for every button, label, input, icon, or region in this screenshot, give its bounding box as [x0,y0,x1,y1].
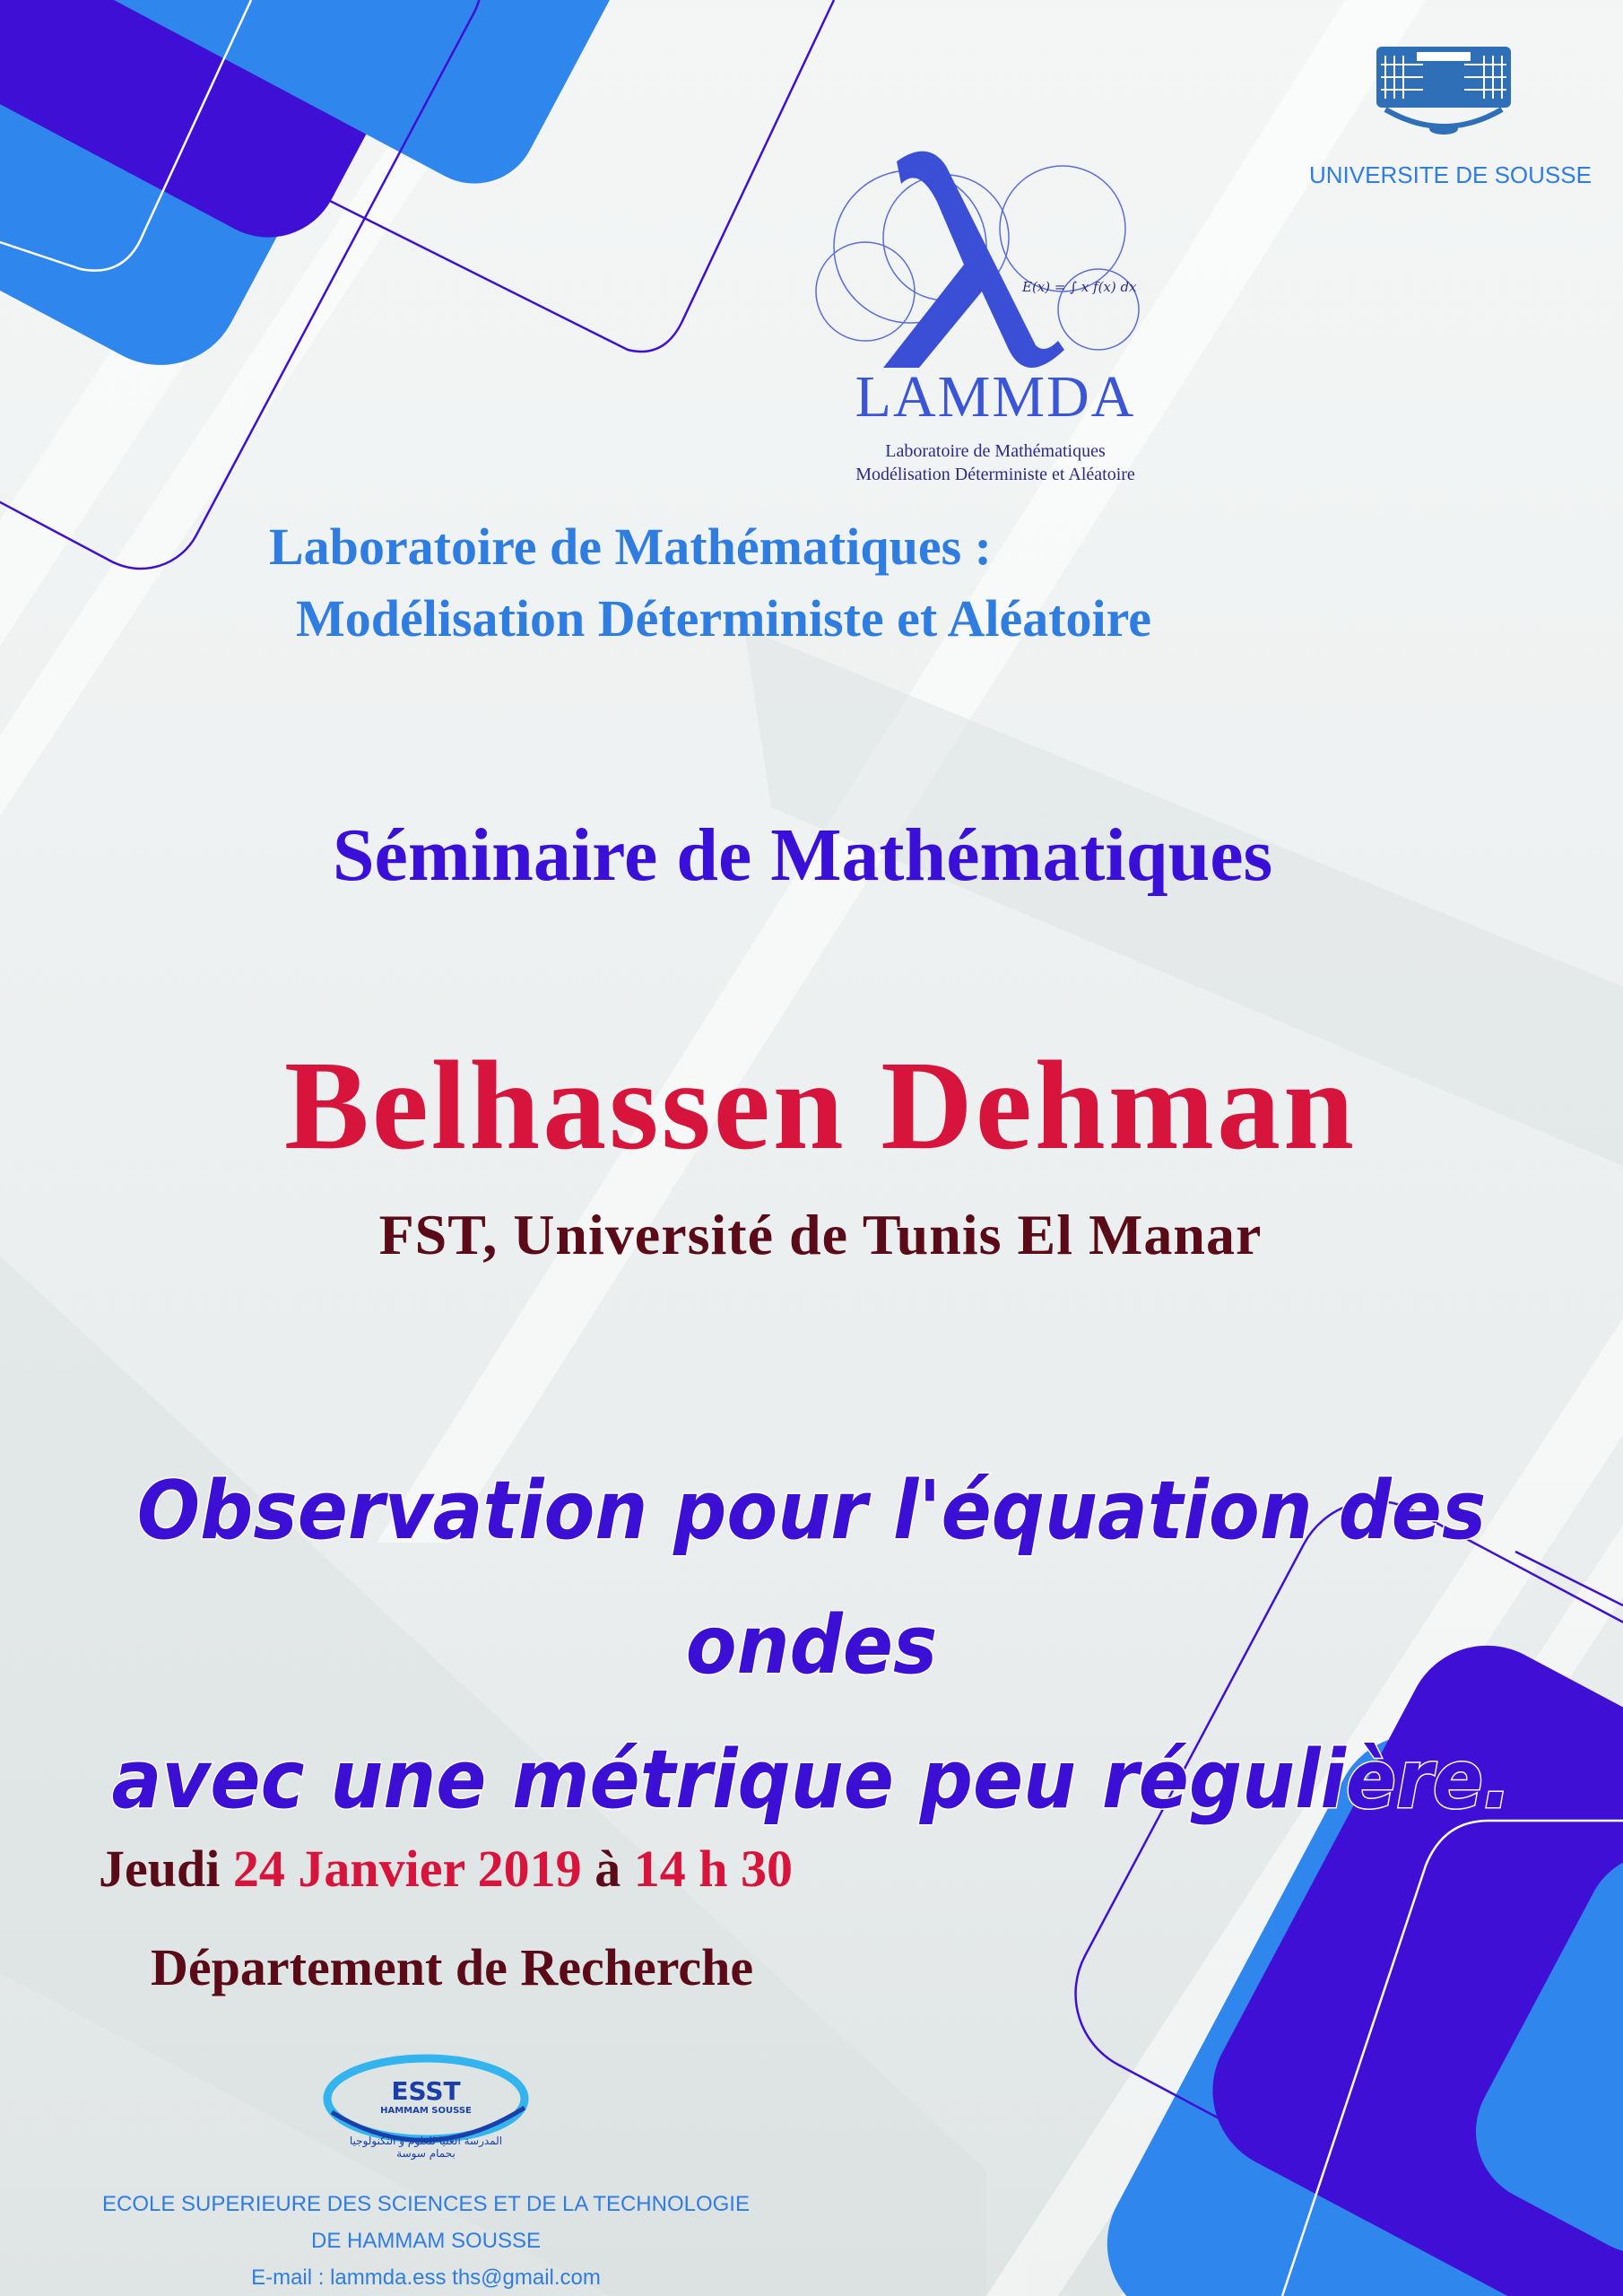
school-line1: ECOLE SUPERIEURE DES SCIENCES ET DE LA TECHNOLOGIE [102,2192,750,2216]
event-date: 24 Janvier 2019 [232,1839,582,1898]
talk-title-line2: avec une métrique peu régulière. [111,1733,1512,1827]
lammda-logo-subtitle [771,439,1219,486]
lammda-subtitle-line1: Laboratoire de Mathématiques [885,441,1106,461]
seminar-label: Séminaire de Mathématiques [332,813,1273,897]
contact-email[interactable]: E-mail : lammda.ess ths@gmail.com [251,2266,601,2290]
school-line2: DE HAMMAM SOUSSE [310,2229,542,2253]
lab-title-line2: Modélisation Déterministe et Aléatoire [296,589,1152,648]
esst-logo-arabic: المدرسة العليا للعلوم و التكنولوجيا بحمام سوسة [349,2135,503,2160]
lab-title-line1: Laboratoire de Mathématiques : [269,517,992,576]
school-info [0,2186,852,2296]
talk-title [65,1444,1558,1848]
event-location: Département de Recherche [151,1938,754,1996]
lammda-logo-text: LAMMDA [855,364,1136,430]
event-at: à [595,1839,621,1898]
esst-logo-subtext: HAMMAM SOUSSE [380,2106,472,2116]
event-time: 14 h 30 [633,1839,793,1898]
esst-logo-text: ESST [391,2076,461,2106]
top-left-shapes [0,0,834,591]
event-datetime [99,1839,793,1899]
speaker-name: Belhassen Dehman [284,1034,1357,1176]
lammda-formula: E(x) = ∫ x f(x) dx [1022,279,1137,295]
event-day: Jeudi [99,1839,221,1898]
lammda-subtitle-line2: Modélisation Déterministe et Aléatoire [855,465,1135,484]
speaker-affiliation: FST, Université de Tunis El Manar [378,1203,1263,1266]
talk-title-line1: Observation pour l'équation des ondes [136,1464,1487,1692]
university-seal-icon [1367,45,1520,148]
lab-title [0,511,1623,655]
university-label: UNIVERSITE DE SOUSSE [1309,161,1592,188]
lammda-lambda-logo [812,130,1152,381]
